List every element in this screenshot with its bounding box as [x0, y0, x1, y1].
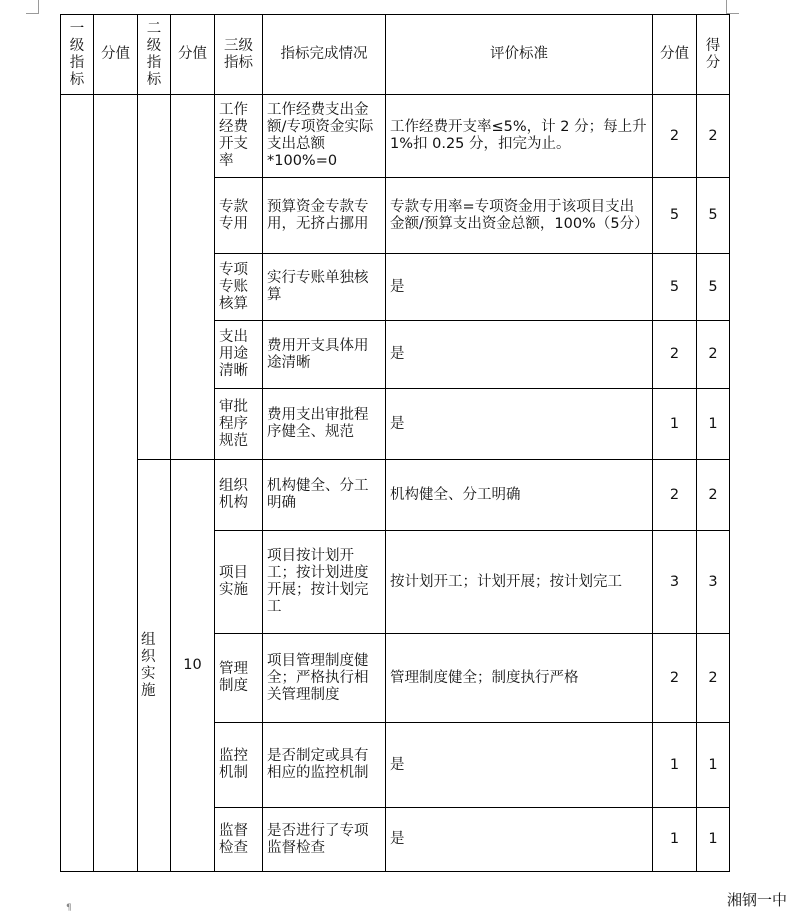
- result-cell: 2: [697, 95, 730, 178]
- score-cell: 2: [653, 634, 697, 723]
- level2-label: 组织实施: [141, 631, 156, 699]
- score-cell: 3: [653, 531, 697, 634]
- level3-cell: 支出用途清晰: [215, 321, 263, 389]
- criteria-cell: 机构健全、分工明确: [386, 460, 653, 531]
- result-cell: 5: [697, 254, 730, 321]
- result-cell: 1: [697, 723, 730, 808]
- header-completion: 指标完成情况: [263, 15, 386, 95]
- header-result: 得分: [697, 15, 730, 95]
- completion-cell: 项目管理制度健全；严格执行相关管理制度: [263, 634, 386, 723]
- crop-mark-top-right: [726, 0, 727, 14]
- paragraph-mark: ¶: [66, 903, 72, 913]
- table-row: [61, 460, 730, 531]
- completion-cell: 实行专账单独核算: [263, 254, 386, 321]
- completion-cell: 预算资金专款专用，无挤占挪用: [263, 178, 386, 254]
- result-cell: 1: [697, 808, 730, 872]
- score-cell: 1: [653, 389, 697, 460]
- criteria-cell: 专款专用率=专项资金用于该项目支出金额/预算支出资金总额，100%（5分）: [386, 178, 653, 254]
- criteria-cell: 工作经费开支率≤5%，计 2 分；每上升 1%扣 0.25 分，扣完为止。: [386, 95, 653, 178]
- level1-cell: [61, 95, 94, 872]
- completion-cell: 工作经费支出金额/专项资金实际支出总额*100%=0: [263, 95, 386, 178]
- score2-cell-a: [171, 95, 215, 460]
- score1-cell: [94, 95, 138, 872]
- score2-cell-org: [171, 460, 215, 872]
- criteria-cell: 是: [386, 254, 653, 321]
- level3-cell: 管理制度: [215, 634, 263, 723]
- level3-cell: 监控机制: [215, 723, 263, 808]
- result-cell: 3: [697, 531, 730, 634]
- result-cell: 2: [697, 321, 730, 389]
- level3-cell: 组织机构: [215, 460, 263, 531]
- result-cell: 2: [697, 634, 730, 723]
- result-cell: 2: [697, 460, 730, 531]
- level3-cell: 项目实施: [215, 531, 263, 634]
- completion-cell: 是否进行了专项监督检查: [263, 808, 386, 872]
- crop-mark-top-left: [26, 13, 38, 14]
- header-level3: 三级指标: [215, 15, 263, 95]
- header-score2: 分值: [171, 15, 215, 95]
- evaluation-table: [60, 14, 730, 872]
- criteria-cell: 是: [386, 321, 653, 389]
- completion-cell: 机构健全、分工明确: [263, 460, 386, 531]
- level2-cell-org: [138, 460, 171, 872]
- completion-cell: 项目按计划开工；按计划进度开展；按计划完工: [263, 531, 386, 634]
- crop-mark-top-left: [38, 0, 39, 14]
- header-level1: 一级指标: [61, 15, 94, 95]
- header-criteria: 评价标准: [386, 15, 653, 95]
- score-cell: 2: [653, 460, 697, 531]
- header-level2: 二级指标: [138, 15, 171, 95]
- page-footer: 湘钢一中: [726, 891, 787, 909]
- completion-cell: 费用开支具体用途清晰: [263, 321, 386, 389]
- score-cell: 5: [653, 254, 697, 321]
- score-cell: 2: [653, 95, 697, 178]
- header-score3: 分值: [653, 15, 697, 95]
- criteria-cell: 是: [386, 389, 653, 460]
- table-row: [61, 95, 730, 178]
- score-cell: 1: [653, 808, 697, 872]
- level2-score: 10: [183, 657, 202, 673]
- level3-cell: 审批程序规范: [215, 389, 263, 460]
- level3-cell: 专款专用: [215, 178, 263, 254]
- result-cell: 1: [697, 389, 730, 460]
- completion-cell: 是否制定或具有相应的监控机制: [263, 723, 386, 808]
- completion-cell: 费用支出审批程序健全、规范: [263, 389, 386, 460]
- score-cell: 1: [653, 723, 697, 808]
- criteria-cell: 管理制度健全；制度执行严格: [386, 634, 653, 723]
- header-row: [61, 15, 730, 95]
- level2-cell-a: [138, 95, 171, 460]
- level3-cell: 工作经费开支率: [215, 95, 263, 178]
- result-cell: 5: [697, 178, 730, 254]
- criteria-cell: 按计划开工；计划开展；按计划完工: [386, 531, 653, 634]
- criteria-cell: 是: [386, 723, 653, 808]
- score-cell: 2: [653, 321, 697, 389]
- header-score1: 分值: [94, 15, 138, 95]
- criteria-cell: 是: [386, 808, 653, 872]
- score-cell: 5: [653, 178, 697, 254]
- level3-cell: 监督检查: [215, 808, 263, 872]
- level3-cell: 专项专账核算: [215, 254, 263, 321]
